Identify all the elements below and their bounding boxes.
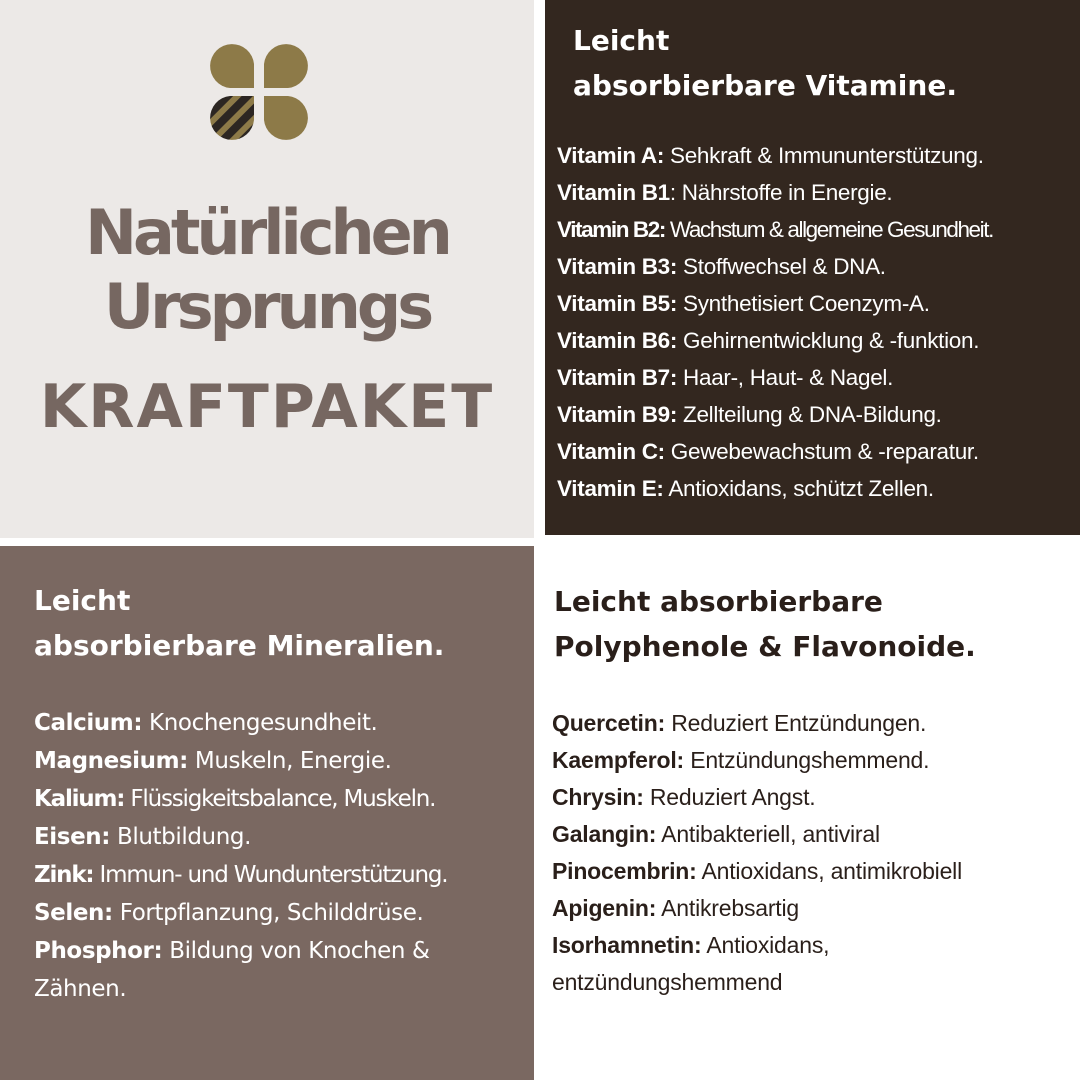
vitamin-name: Vitamin E: xyxy=(557,476,664,501)
polyphenol-name: Chrysin: xyxy=(552,784,644,810)
mineral-item-continued xyxy=(34,970,447,1008)
vitamin-name: Vitamin B9: xyxy=(557,402,678,427)
minerals-title xyxy=(34,578,444,668)
mineral-name: Selen: xyxy=(34,900,113,926)
vitamin-item xyxy=(557,285,993,322)
vitamin-name: Vitamin B6: xyxy=(557,328,678,353)
vitamins-panel xyxy=(545,0,1080,535)
polyphenol-desc: Reduziert Angst. xyxy=(643,784,816,810)
mineral-name: Magnesium: xyxy=(34,748,188,774)
vitamins-title xyxy=(573,18,957,108)
vitamin-desc: Haar-, Haut- & Nagel. xyxy=(677,365,894,390)
vitamin-item xyxy=(557,396,993,433)
vitamin-desc: Antioxidans, schützt Zellen. xyxy=(663,476,934,501)
polyphenol-name: Kaempferol: xyxy=(552,747,684,773)
polyphenol-desc: Antibakteriell, antiviral xyxy=(656,821,880,847)
vitamin-desc: Stoffwechsel & DNA. xyxy=(677,254,886,279)
vitamin-desc: Sehkraft & Immununterstützung. xyxy=(664,143,984,168)
vitamin-item xyxy=(557,174,993,211)
clover-icon xyxy=(208,42,310,142)
mineral-name: Phosphor: xyxy=(34,938,163,964)
polyphenols-panel xyxy=(536,546,1080,1080)
polyphenol-desc: Antioxidans, xyxy=(701,932,830,958)
mineral-desc: Zähnen. xyxy=(34,976,127,1002)
vitamin-name: Vitamin B2: xyxy=(557,217,665,242)
polyphenols-title-line-1: Leicht absorbierbare xyxy=(554,585,883,618)
vitamin-item xyxy=(557,470,993,507)
mineral-item xyxy=(34,742,447,780)
vitamins-list xyxy=(557,137,993,507)
mineral-desc: Blutbildung. xyxy=(110,824,251,850)
vitamin-desc: Zellteilung & DNA-Bildung. xyxy=(677,402,942,427)
mineral-item xyxy=(34,780,447,818)
mineral-desc: Flüssigkeitsbalance, Muskeln. xyxy=(124,786,436,812)
polyphenol-name: Galangin: xyxy=(552,821,657,847)
polyphenol-desc: Antioxidans, antimikrobiell xyxy=(696,858,962,884)
polyphenols-title xyxy=(554,579,976,669)
vitamin-desc: : Nährstoffe in Energie. xyxy=(669,180,893,205)
minerals-panel xyxy=(0,546,534,1080)
vitamins-title-line-1: Leicht xyxy=(573,24,670,57)
vitamin-item xyxy=(557,248,993,285)
polyphenols-list xyxy=(552,705,962,1001)
vitamin-desc: Gehirnentwicklung & -funktion. xyxy=(677,328,980,353)
vitamin-name: Vitamin A: xyxy=(557,143,665,168)
mineral-name: Zink: xyxy=(34,862,94,888)
polyphenols-title-line-2: Polyphenole & Flavonoide. xyxy=(554,630,976,663)
polyphenol-item xyxy=(552,816,962,853)
minerals-list xyxy=(34,704,447,1008)
vitamin-item xyxy=(557,322,993,359)
mineral-desc: Muskeln, Energie. xyxy=(187,748,392,774)
vitamin-name: Vitamin B7: xyxy=(557,365,678,390)
vitamin-name: Vitamin B3: xyxy=(557,254,678,279)
polyphenol-desc: Entzündungshemmend. xyxy=(684,747,930,773)
polyphenol-item xyxy=(552,742,962,779)
vitamins-title-line-2: absorbierbare Vitamine. xyxy=(573,69,957,102)
vitamin-item xyxy=(557,433,993,470)
polyphenol-item-continued xyxy=(552,964,962,1001)
mineral-item xyxy=(34,932,447,970)
vitamin-desc: Synthetisiert Coenzym-A. xyxy=(677,291,930,316)
mineral-item xyxy=(34,856,447,894)
vitamin-item xyxy=(557,211,993,248)
mineral-name: Calcium: xyxy=(34,710,143,736)
polyphenol-item xyxy=(552,705,962,742)
vitamin-item xyxy=(557,359,993,396)
mineral-name: Eisen: xyxy=(34,824,111,850)
polyphenol-desc: Antikrebsartig xyxy=(656,895,799,921)
polyphenol-item xyxy=(552,927,962,964)
mineral-desc: Knochengesundheit. xyxy=(142,710,378,736)
polyphenol-name: Pinocembrin: xyxy=(552,858,697,884)
mineral-desc: Immun- und Wundunterstützung. xyxy=(93,862,448,888)
mineral-item xyxy=(34,704,447,742)
polyphenol-desc: entzündungshemmend xyxy=(552,969,783,995)
vitamin-desc: Wachstum & allgemeine Gesundheit. xyxy=(664,217,993,242)
minerals-title-line-2: absorbierbare Mineralien. xyxy=(34,629,445,662)
polyphenol-desc: Reduziert Entzündungen. xyxy=(665,710,927,736)
vitamin-name: Vitamin B1 xyxy=(557,180,670,205)
vitamin-desc: Gewebewachstum & -reparatur. xyxy=(664,439,979,464)
polyphenol-item xyxy=(552,779,962,816)
polyphenol-name: Apigenin: xyxy=(552,895,657,921)
polyphenol-item xyxy=(552,890,962,927)
headline-line-3: KRAFTPAKET xyxy=(39,372,495,442)
brand-panel xyxy=(0,0,534,538)
headline-line-2: Ursprungs xyxy=(103,270,431,343)
mineral-desc: Fortpflanzung, Schilddrüse. xyxy=(112,900,424,926)
polyphenol-name: Isorhamnetin: xyxy=(552,932,702,958)
polyphenol-name: Quercetin: xyxy=(552,710,666,736)
minerals-title-line-1: Leicht xyxy=(34,584,131,617)
mineral-desc: Bildung von Knochen & xyxy=(162,938,430,964)
mineral-item xyxy=(34,818,447,856)
vitamin-item xyxy=(557,137,993,174)
vitamin-name: Vitamin C: xyxy=(557,439,665,464)
headline-line-1: Natürlichen xyxy=(85,196,449,269)
vitamin-name: Vitamin B5: xyxy=(557,291,678,316)
mineral-item xyxy=(34,894,447,932)
polyphenol-item xyxy=(552,853,962,890)
mineral-name: Kalium: xyxy=(34,786,125,812)
